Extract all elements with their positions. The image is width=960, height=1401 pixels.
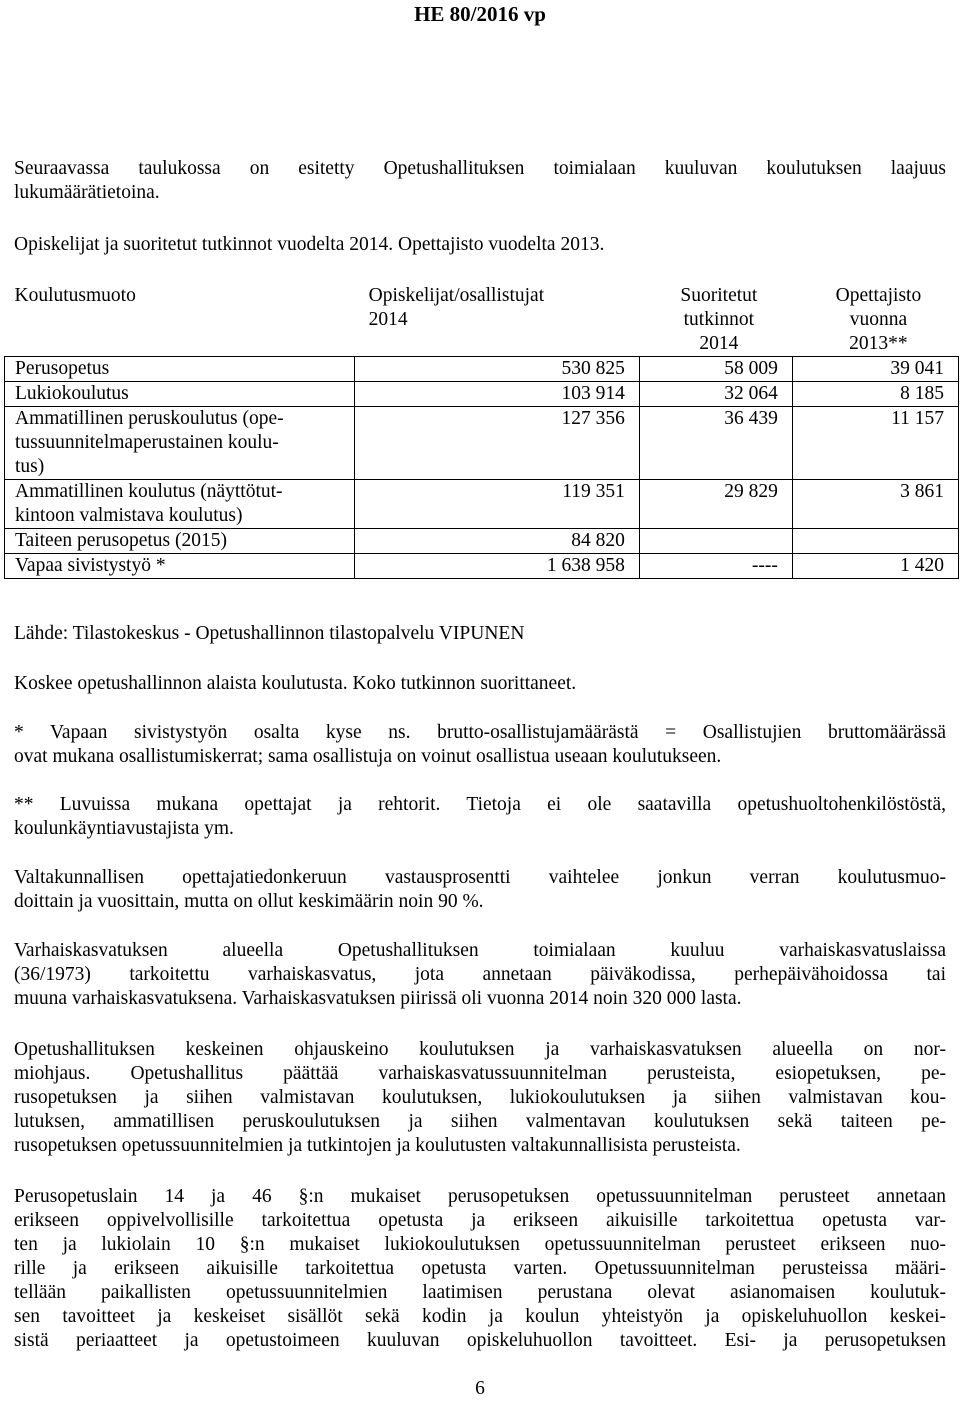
table-row	[5, 529, 959, 554]
header-degrees: Suoritetut tutkinnot 2014	[680, 285, 758, 354]
cell-teachers: 3 861	[792, 480, 958, 529]
page-number: 6	[475, 1378, 485, 1399]
cell-teachers: 11 157	[792, 407, 958, 480]
header-teachers: Opettajisto vuonna 2013**	[835, 285, 922, 354]
intro-line-1: Seuraavassa taulukossa on esitetty Opetushallituksen toimialaan kuuluvan koulutuksen laajuus	[14, 158, 946, 179]
cell-students: 1 638 958	[355, 554, 640, 579]
cell-students: 127 356	[355, 407, 640, 480]
cell-degrees: 36 439	[639, 407, 792, 480]
cell-degrees: 32 064	[639, 382, 792, 407]
cell-education-type: Lukiokoulutus	[5, 382, 355, 407]
table-row	[5, 480, 959, 529]
document-id-header: HE 80/2016 vp	[414, 2, 546, 26]
double-star-footnote: ** Luvuissa mukana opettajat ja rehtorit. Tietoja ei ole saatavilla opetushuoltohenkilöstöstä, koulunkäyntiavustajista ym.	[14, 794, 946, 839]
cell-degrees	[639, 529, 792, 554]
table-row	[5, 357, 959, 382]
cell-education-type: Perusopetus	[5, 357, 355, 382]
cell-education-type: Ammatillinen peruskoulutus (ope- tussuunnitelmaperustainen koulu- tus)	[5, 407, 355, 480]
cell-students: 530 825	[355, 357, 640, 382]
cell-education-type: Vapaa sivistystyö *	[5, 554, 355, 579]
response-rate-paragraph: Valtakunnallisen opettajatiedonkeruun vastausprosentti vaihtelee jonkun verran koulutusmuo- doittain ja vuosittain, mutta on ollut keskimäärin noin 90 %.	[14, 867, 946, 912]
star-footnote: * Vapaan sivistystyön osalta kyse ns. brutto-osallistujamäärästä = Osallistujien bruttomäärässä ovat mukana osallistumiskerrat; sama osallistuja on voinut osallistua useaan koulutukseen.	[14, 722, 946, 767]
early-education-paragraph: Varhaiskasvatuksen alueella Opetushallituksen toimialaan kuuluu varhaiskasvatuslaissa (36/1973) tarkoitettu varhaiskasvatus, jota annetaan päiväkodissa, perhepäivähoidossa tai muuna varhaiskasvatuksena. Varhaiskasvatuksen piirissä oli vuonna 2014 noin 320 000 lasta.	[14, 940, 946, 1009]
table-row	[5, 554, 959, 579]
table-row	[5, 382, 959, 407]
steering-paragraph: Opetushallituksen keskeinen ohjauskeino koulutuksen ja varhaiskasvatuksen alueella on nor- miohjaus. Opetushallitus päättää varhaiskasvatussuunnitelman perusteista, esiopetuksen, pe- rusopetuksen ja siihen valmistavan koulutuksen, lukiokoulutuksen ja siihen valmistavan kou- lutuksen, ammatillisen peruskoulutuksen ja siihen valmentavan koulutuksen sekä taiteen pe- rusopetuksen opetussuunnitelmien ja tutkintojen ja koulutusten valtakunnallisista perusteista.	[14, 1039, 946, 1156]
intro-paragraph	[14, 157, 946, 205]
table-row	[5, 407, 959, 480]
intro-line-2: lukumäärätietoina.	[14, 182, 160, 203]
education-statistics-table	[4, 282, 959, 579]
cell-students: 84 820	[355, 529, 640, 554]
cell-teachers: 39 041	[792, 357, 958, 382]
cell-degrees: 29 829	[639, 480, 792, 529]
source-note: Lähde: Tilastokeskus - Opetushallinnon tilastopalvelu VIPUNEN	[14, 623, 525, 644]
cell-students: 103 914	[355, 382, 640, 407]
table-header-row	[5, 282, 959, 357]
header-students: Opiskelijat/osallistujat 2014	[368, 285, 545, 330]
header-education-type: Koulutusmuoto	[14, 285, 136, 306]
cell-education-type: Taiteen perusopetus (2015)	[5, 529, 355, 554]
scope-note: Koskee opetushallinnon alaista koulutusta. Koko tutkinnon suorittaneet.	[14, 673, 577, 694]
cell-teachers	[792, 529, 958, 554]
cell-degrees: ----	[639, 554, 792, 579]
cell-students: 119 351	[355, 480, 640, 529]
cell-teachers: 8 185	[792, 382, 958, 407]
table-caption: Opiskelijat ja suoritetut tutkinnot vuodelta 2014. Opettajisto vuodelta 2013.	[14, 234, 605, 255]
cell-degrees: 58 009	[639, 357, 792, 382]
cell-teachers: 1 420	[792, 554, 958, 579]
cell-education-type: Ammatillinen koulutus (näyttötut- kintoon valmistava koulutus)	[5, 480, 355, 529]
law-paragraph: Perusopetuslain 14 ja 46 §:n mukaiset perusopetuksen opetussuunnitelman perusteet annetaan erikseen oppivelvollisille tarkoitettua opetusta ja erikseen aikuisille tarkoitettua opetusta var- ten ja lukiolain 10 §:n mukaiset lukiokoulutuksen opetussuunnitelman perusteet erikseen nuo- rille ja erikseen aikuisille tarkoitettua opetusta varten. Opetussuunnitelman perusteissa määri- tellään paikallisten opetussuunnitelmien laatimisen perustana olevat asianomaisen koulutuk- sen tavoitteet ja keskeiset sisällöt sekä kodin ja koulun yhteistyön ja opiskeluhuollon keskei- sistä periaatteet ja opetustoimeen kuuluvan opiskeluhuollon tavoitteet. Esi- ja perusopetuksen	[14, 1186, 946, 1351]
